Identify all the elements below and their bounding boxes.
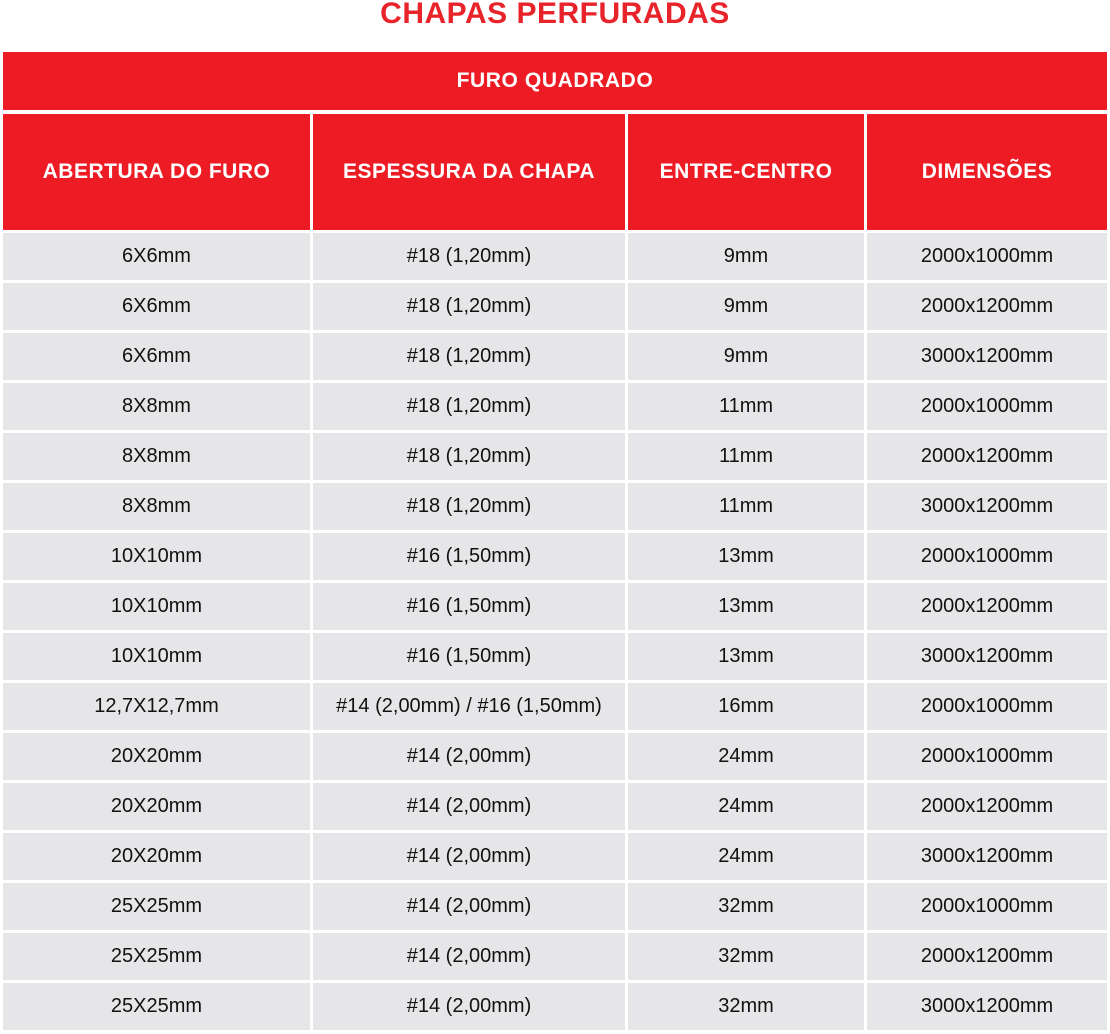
cell-dimensoes: 2000x1000mm: [867, 883, 1107, 930]
table-body: [3, 233, 1107, 1030]
cell-espessura: #14 (2,00mm): [313, 933, 625, 980]
cell-espessura: #18 (1,20mm): [313, 233, 625, 280]
table-row: [3, 483, 1107, 530]
cell-espessura: #16 (1,50mm): [313, 583, 625, 630]
product-table: [3, 52, 1107, 1033]
cell-dimensoes: 2000x1000mm: [867, 533, 1107, 580]
cell-dimensoes: 3000x1200mm: [867, 483, 1107, 530]
cell-dimensoes: 2000x1000mm: [867, 383, 1107, 430]
table-row: [3, 633, 1107, 680]
cell-entre-centro: 32mm: [628, 933, 864, 980]
cell-entre-centro: 32mm: [628, 883, 864, 930]
cell-abertura: 6X6mm: [3, 233, 310, 280]
column-header-espessura: ESPESSURA DA CHAPA: [313, 114, 625, 230]
cell-entre-centro: 9mm: [628, 283, 864, 330]
cell-espessura: #16 (1,50mm): [313, 633, 625, 680]
table-row: [3, 433, 1107, 480]
cell-entre-centro: 16mm: [628, 683, 864, 730]
table-row: [3, 783, 1107, 830]
cell-dimensoes: 2000x1200mm: [867, 583, 1107, 630]
cell-entre-centro: 9mm: [628, 333, 864, 380]
table-row: [3, 983, 1107, 1030]
cell-dimensoes: 2000x1000mm: [867, 233, 1107, 280]
page-title: CHAPAS PERFURADAS: [380, 0, 730, 30]
cell-dimensoes: 3000x1200mm: [867, 983, 1107, 1030]
cell-abertura: 10X10mm: [3, 583, 310, 630]
cell-espessura: #18 (1,20mm): [313, 483, 625, 530]
cell-abertura: 20X20mm: [3, 733, 310, 780]
cell-dimensoes: 3000x1200mm: [867, 633, 1107, 680]
table-row: [3, 883, 1107, 930]
cell-entre-centro: 11mm: [628, 433, 864, 480]
table-row: [3, 333, 1107, 380]
group-header: FURO QUADRADO: [3, 52, 1107, 110]
table-row: [3, 833, 1107, 880]
cell-abertura: 20X20mm: [3, 783, 310, 830]
table-row: [3, 233, 1107, 280]
cell-abertura: 25X25mm: [3, 883, 310, 930]
table-row: [3, 383, 1107, 430]
cell-espessura: #18 (1,20mm): [313, 433, 625, 480]
table-row: [3, 283, 1107, 330]
cell-abertura: 20X20mm: [3, 833, 310, 880]
table-row: [3, 933, 1107, 980]
cell-abertura: 8X8mm: [3, 483, 310, 530]
cell-abertura: 8X8mm: [3, 383, 310, 430]
cell-entre-centro: 32mm: [628, 983, 864, 1030]
cell-entre-centro: 13mm: [628, 583, 864, 630]
column-header-entre-centro: ENTRE-CENTRO: [628, 114, 864, 230]
cell-dimensoes: 2000x1000mm: [867, 733, 1107, 780]
cell-dimensoes: 2000x1200mm: [867, 283, 1107, 330]
cell-entre-centro: 11mm: [628, 383, 864, 430]
cell-dimensoes: 2000x1200mm: [867, 433, 1107, 480]
table-row: [3, 533, 1107, 580]
cell-espessura: #14 (2,00mm): [313, 783, 625, 830]
cell-entre-centro: 13mm: [628, 533, 864, 580]
column-header-abertura: ABERTURA DO FURO: [3, 114, 310, 230]
cell-abertura: 10X10mm: [3, 633, 310, 680]
cell-abertura: 12,7X12,7mm: [3, 683, 310, 730]
cell-espessura: #14 (2,00mm): [313, 833, 625, 880]
cell-espessura: #14 (2,00mm): [313, 983, 625, 1030]
cell-espessura: #14 (2,00mm) / #16 (1,50mm): [313, 683, 625, 730]
cell-entre-centro: 24mm: [628, 783, 864, 830]
cell-espessura: #16 (1,50mm): [313, 533, 625, 580]
cell-abertura: 6X6mm: [3, 283, 310, 330]
cell-espessura: #14 (2,00mm): [313, 733, 625, 780]
cell-abertura: 6X6mm: [3, 333, 310, 380]
column-header-dimensoes: DIMENSÕES: [867, 114, 1107, 230]
cell-entre-centro: 9mm: [628, 233, 864, 280]
cell-dimensoes: 2000x1000mm: [867, 683, 1107, 730]
cell-abertura: 8X8mm: [3, 433, 310, 480]
cell-entre-centro: 11mm: [628, 483, 864, 530]
cell-dimensoes: 2000x1200mm: [867, 783, 1107, 830]
cell-espessura: #14 (2,00mm): [313, 883, 625, 930]
cell-entre-centro: 13mm: [628, 633, 864, 680]
table-row: [3, 683, 1107, 730]
cell-abertura: 25X25mm: [3, 983, 310, 1030]
cell-dimensoes: 3000x1200mm: [867, 833, 1107, 880]
cell-dimensoes: 3000x1200mm: [867, 333, 1107, 380]
cell-espessura: #18 (1,20mm): [313, 383, 625, 430]
cell-espessura: #18 (1,20mm): [313, 333, 625, 380]
cell-espessura: #18 (1,20mm): [313, 283, 625, 330]
table-row: [3, 583, 1107, 630]
cell-entre-centro: 24mm: [628, 733, 864, 780]
cell-entre-centro: 24mm: [628, 833, 864, 880]
cell-dimensoes: 2000x1200mm: [867, 933, 1107, 980]
cell-abertura: 10X10mm: [3, 533, 310, 580]
table-row: [3, 733, 1107, 780]
column-header-row: [3, 114, 1107, 230]
cell-abertura: 25X25mm: [3, 933, 310, 980]
